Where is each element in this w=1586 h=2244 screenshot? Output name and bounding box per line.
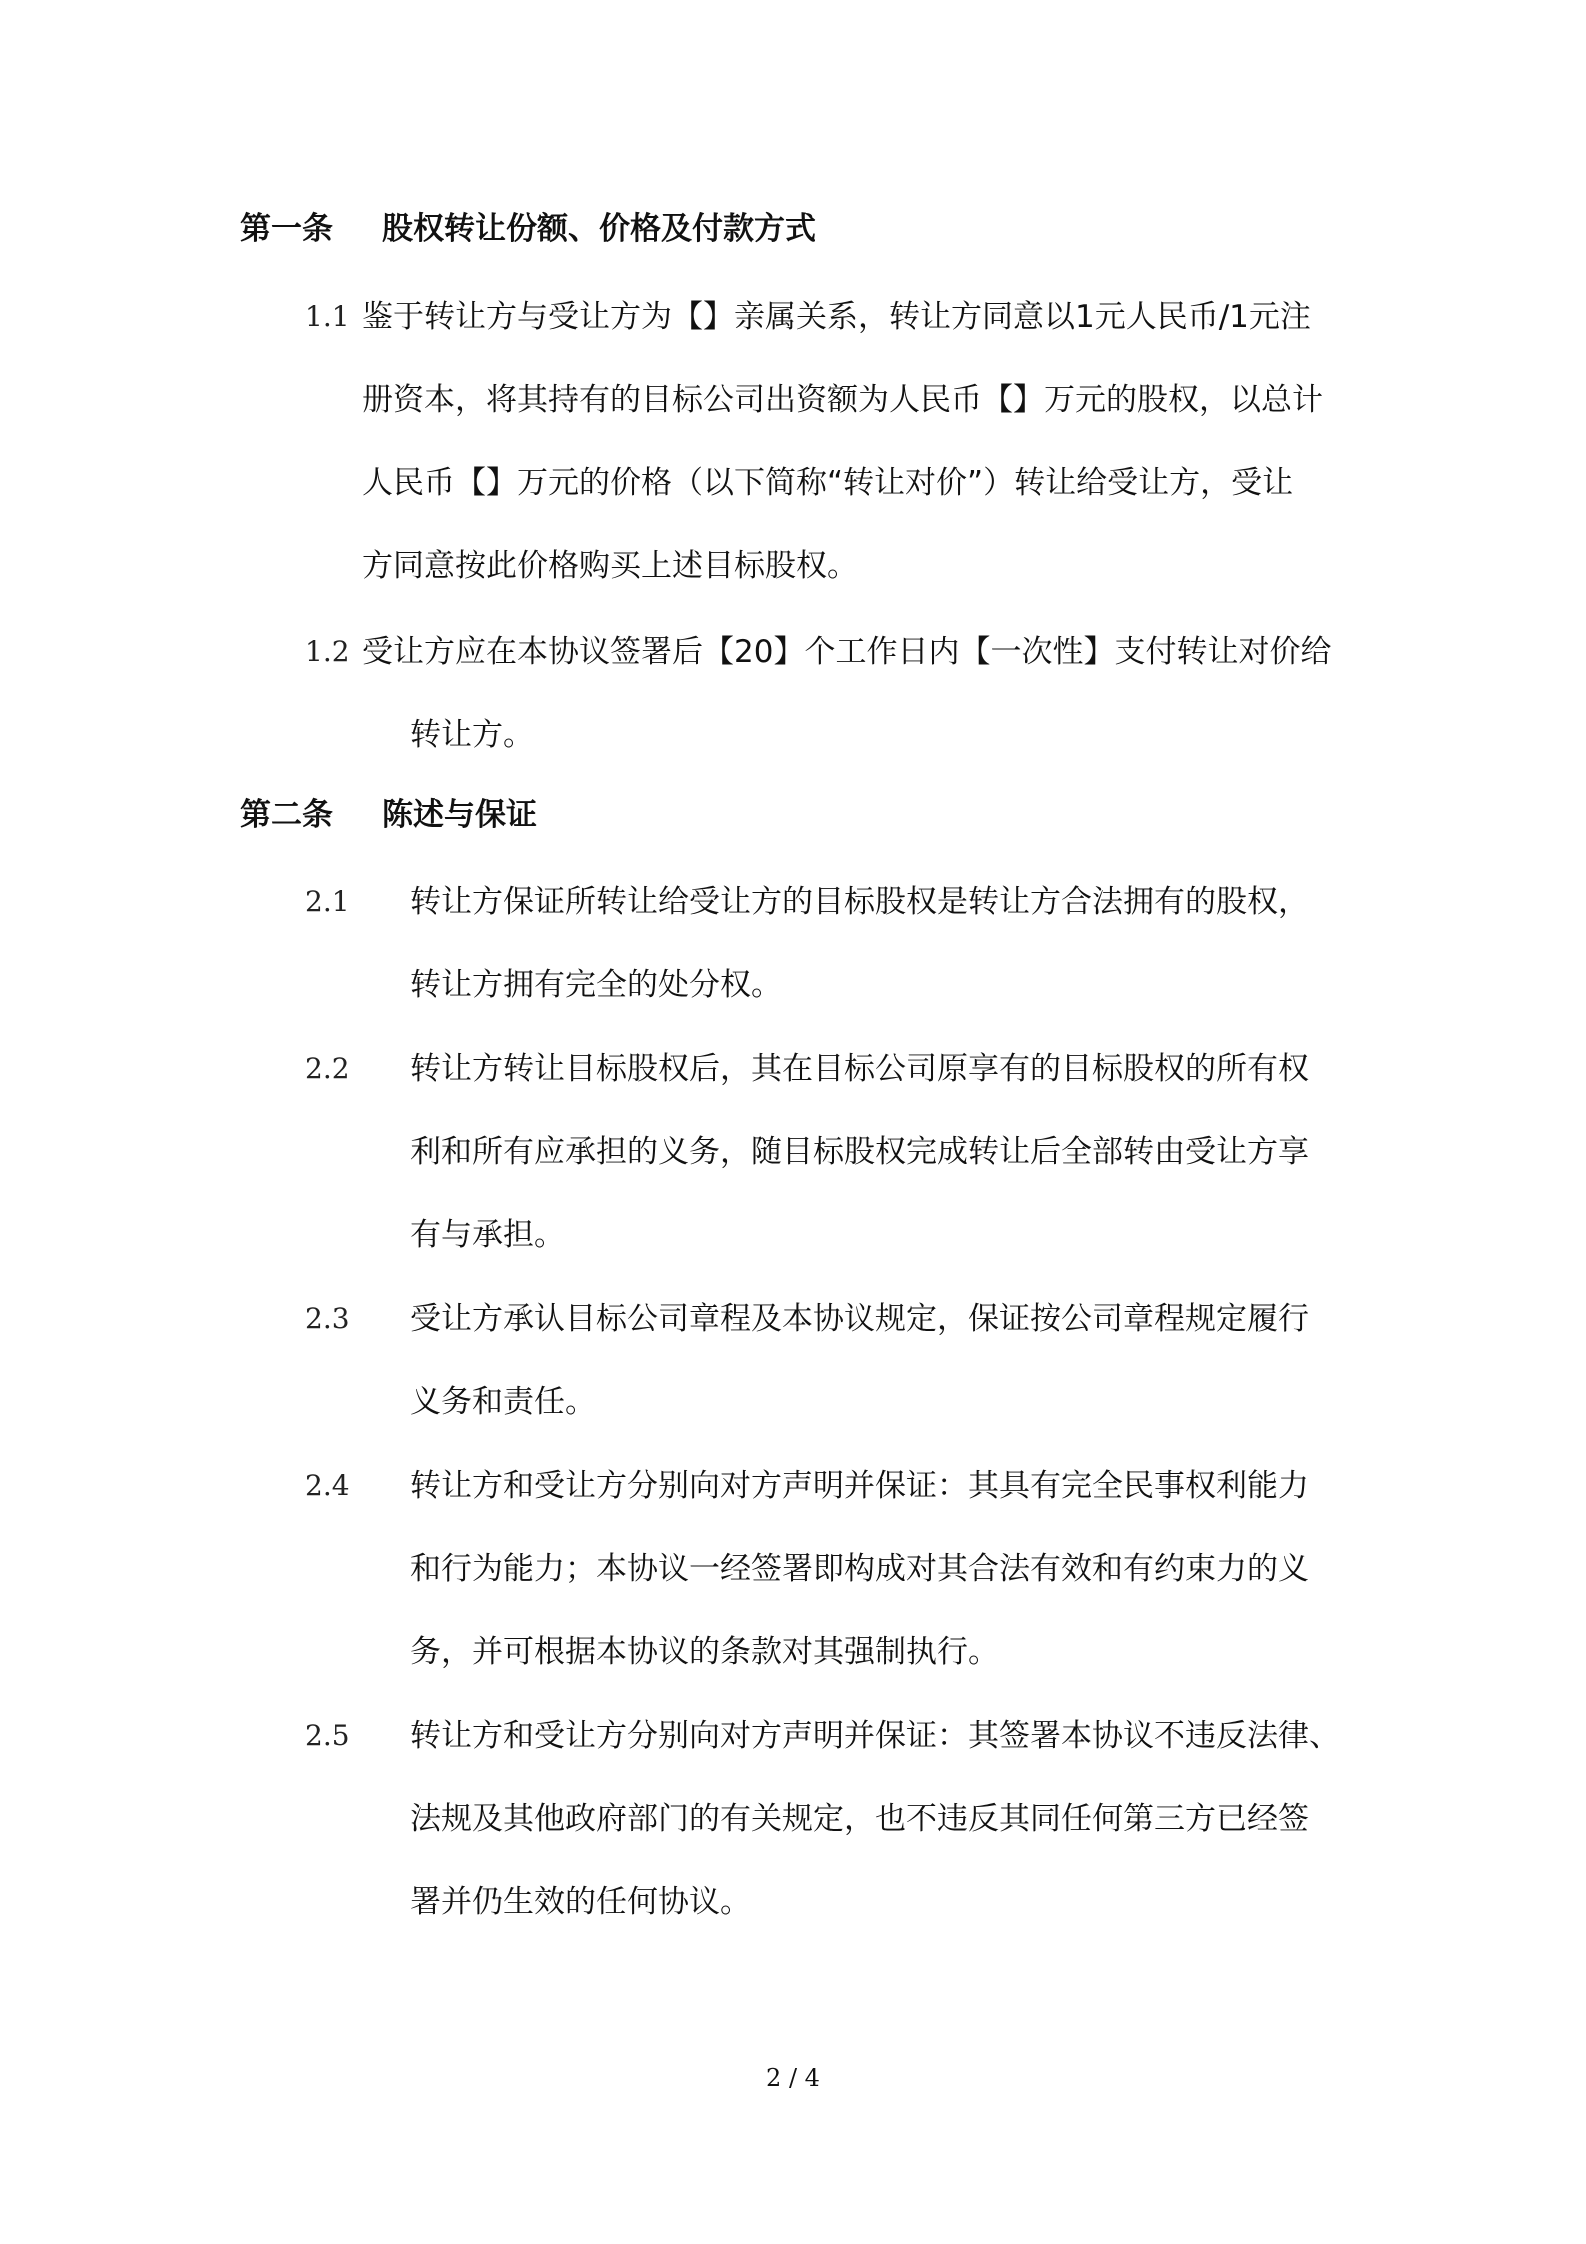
clause-2-2-line-2: 利和所有应承担的义务，随目标股权完成转让后全部转由受让方享 (410, 1134, 1309, 1170)
clause-1-1-line-2: 册资本，将其持有的目标公司出资额为人民币【】万元的股权，以总计 (362, 382, 1323, 418)
clause-2-5-line-1: 转让方和受让方分别向对方声明并保证：其签署本协议不违反法律、 (410, 1718, 1340, 1754)
page-number: 2 / 4 (766, 2064, 820, 2092)
clause-1-2-number: 1.2 (305, 635, 350, 668)
clause-2-1-line-1: 转让方保证所转让给受让方的目标股权是转让方合法拥有的股权， (410, 884, 1309, 920)
clause-1-1-line-3: 人民币【】万元的价格（以下简称“转让对价”）转让给受让方，受让 (362, 465, 1294, 501)
clause-2-2-line-1: 转让方转让目标股权后，其在目标公司原享有的目标股权的所有权 (410, 1051, 1309, 1087)
clause-2-5-line-3: 署并仍生效的任何协议。 (410, 1884, 751, 1920)
clause-1-1-line-1: 鉴于转让方与受让方为【】亲属关系，转让方同意以1元人民币/1元注 (362, 299, 1311, 335)
clause-2-5-number: 2.5 (305, 1719, 350, 1752)
article-1-title: 股权转让份额、价格及付款方式 (382, 211, 816, 247)
article-2-number: 第二条 (240, 797, 333, 833)
clause-2-4-line-1: 转让方和受让方分别向对方声明并保证：其具有完全民事权利能力 (410, 1468, 1309, 1504)
clause-2-2-line-3: 有与承担。 (410, 1217, 565, 1253)
clause-1-1-line-4: 方同意按此价格购买上述目标股权。 (362, 548, 858, 584)
clause-1-2-line-2: 转让方。 (410, 717, 534, 753)
clause-2-1-line-2: 转让方拥有完全的处分权。 (410, 967, 782, 1003)
clause-1-2-line-1: 受让方应在本协议签署后【20】个工作日内【一次性】支付转让对价给 (362, 634, 1332, 670)
clause-2-4-line-3: 务，并可根据本协议的条款对其强制执行。 (410, 1634, 999, 1670)
clause-2-4-number: 2.4 (305, 1469, 350, 1502)
clause-2-1-number: 2.1 (305, 885, 350, 918)
clause-2-3-line-1: 受让方承认目标公司章程及本协议规定，保证按公司章程规定履行 (410, 1301, 1309, 1337)
clause-2-3-line-2: 义务和责任。 (410, 1384, 596, 1420)
article-2-title: 陈述与保证 (382, 797, 537, 833)
clause-2-4-line-2: 和行为能力；本协议一经签署即构成对其合法有效和有约束力的义 (410, 1551, 1309, 1587)
clause-2-5-line-2: 法规及其他政府部门的有关规定，也不违反其同任何第三方已经签 (410, 1801, 1309, 1837)
clause-2-3-number: 2.3 (305, 1302, 350, 1335)
article-1-heading (240, 207, 816, 251)
article-2-heading (240, 793, 537, 837)
article-1-number: 第一条 (240, 211, 333, 247)
clause-2-2-number: 2.2 (305, 1052, 350, 1085)
clause-1-1-number: 1.1 (305, 300, 350, 333)
